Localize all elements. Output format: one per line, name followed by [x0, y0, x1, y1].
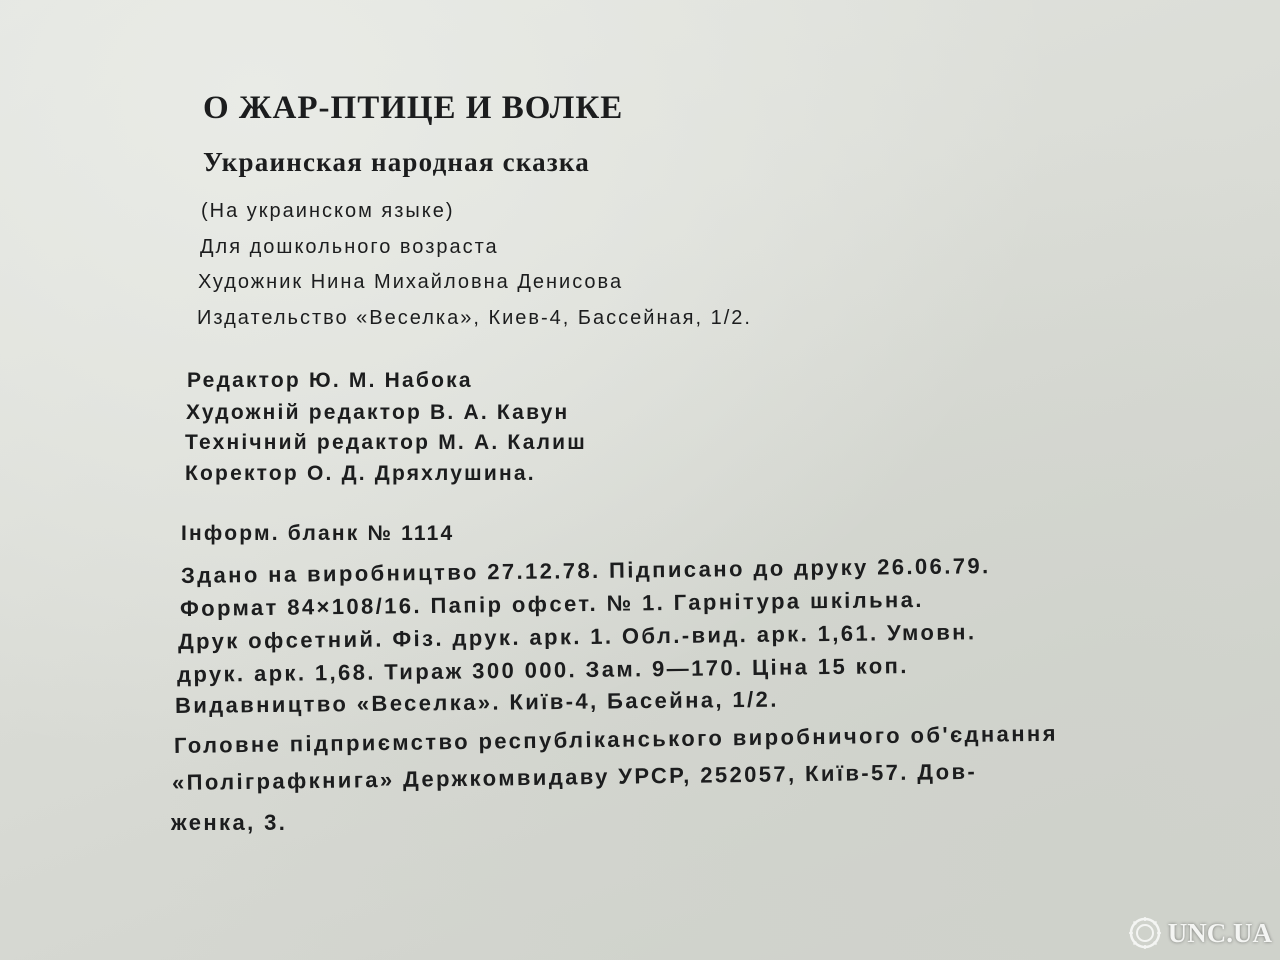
- book-subtitle: Украинская народная сказка: [203, 147, 590, 177]
- print-detail-line: Друк офсетний. Фіз. друк. арк. 1. Обл.-вид. арк. 1,61. Умовн.: [177, 619, 977, 654]
- printer-line: Головне підприємство республіканського виробничого об'єднання: [173, 720, 1059, 758]
- site-watermark: [1128, 916, 1272, 950]
- print-detail-line: Формат 84×108/16. Папір офсет. № 1. Гарнітура шкільна.: [179, 586, 924, 621]
- print-detail-line: Здано на виробництво 27.12.78. Підписано до друку 26.06.79.: [180, 553, 991, 588]
- print-detail-line: Видавництво «Веселка». Київ-4, Басейна, 1/2.: [174, 686, 779, 718]
- book-title: О ЖАР-ПТИЦЕ И ВОЛКЕ: [203, 90, 624, 126]
- watermark-text: UNC.UA: [1167, 917, 1272, 948]
- coin-logo-icon: [1128, 916, 1162, 950]
- print-detail-line: друк. арк. 1,68. Тираж 300 000. Зам. 9—170. Ціна 15 коп.: [176, 653, 909, 687]
- publisher-ru-line: Издательство «Веселка», Киев-4, Бассейная, 1/2.: [197, 307, 752, 329]
- credit-art-editor: Художній редактор В. А. Кавун: [186, 401, 570, 424]
- credit-editor: Редактор Ю. М. Набока: [187, 369, 473, 392]
- language-note: (На украинском языке): [201, 200, 455, 222]
- printer-line: женка, 3.: [171, 810, 288, 835]
- inform-blank: Інформ. бланк № 1114: [181, 522, 455, 545]
- illustrator-line: Художник Нина Михайловна Денисова: [198, 271, 624, 293]
- credit-tech-editor: Технічний редактор М. А. Калиш: [185, 431, 587, 454]
- printer-line: «Поліграфкнига» Держкомвидаву УРСР, 252057, Київ-57. Дов-: [171, 758, 978, 795]
- credit-proofreader: Коректор О. Д. Дряхлушина.: [185, 462, 536, 485]
- age-note: Для дошкольного возраста: [200, 236, 499, 258]
